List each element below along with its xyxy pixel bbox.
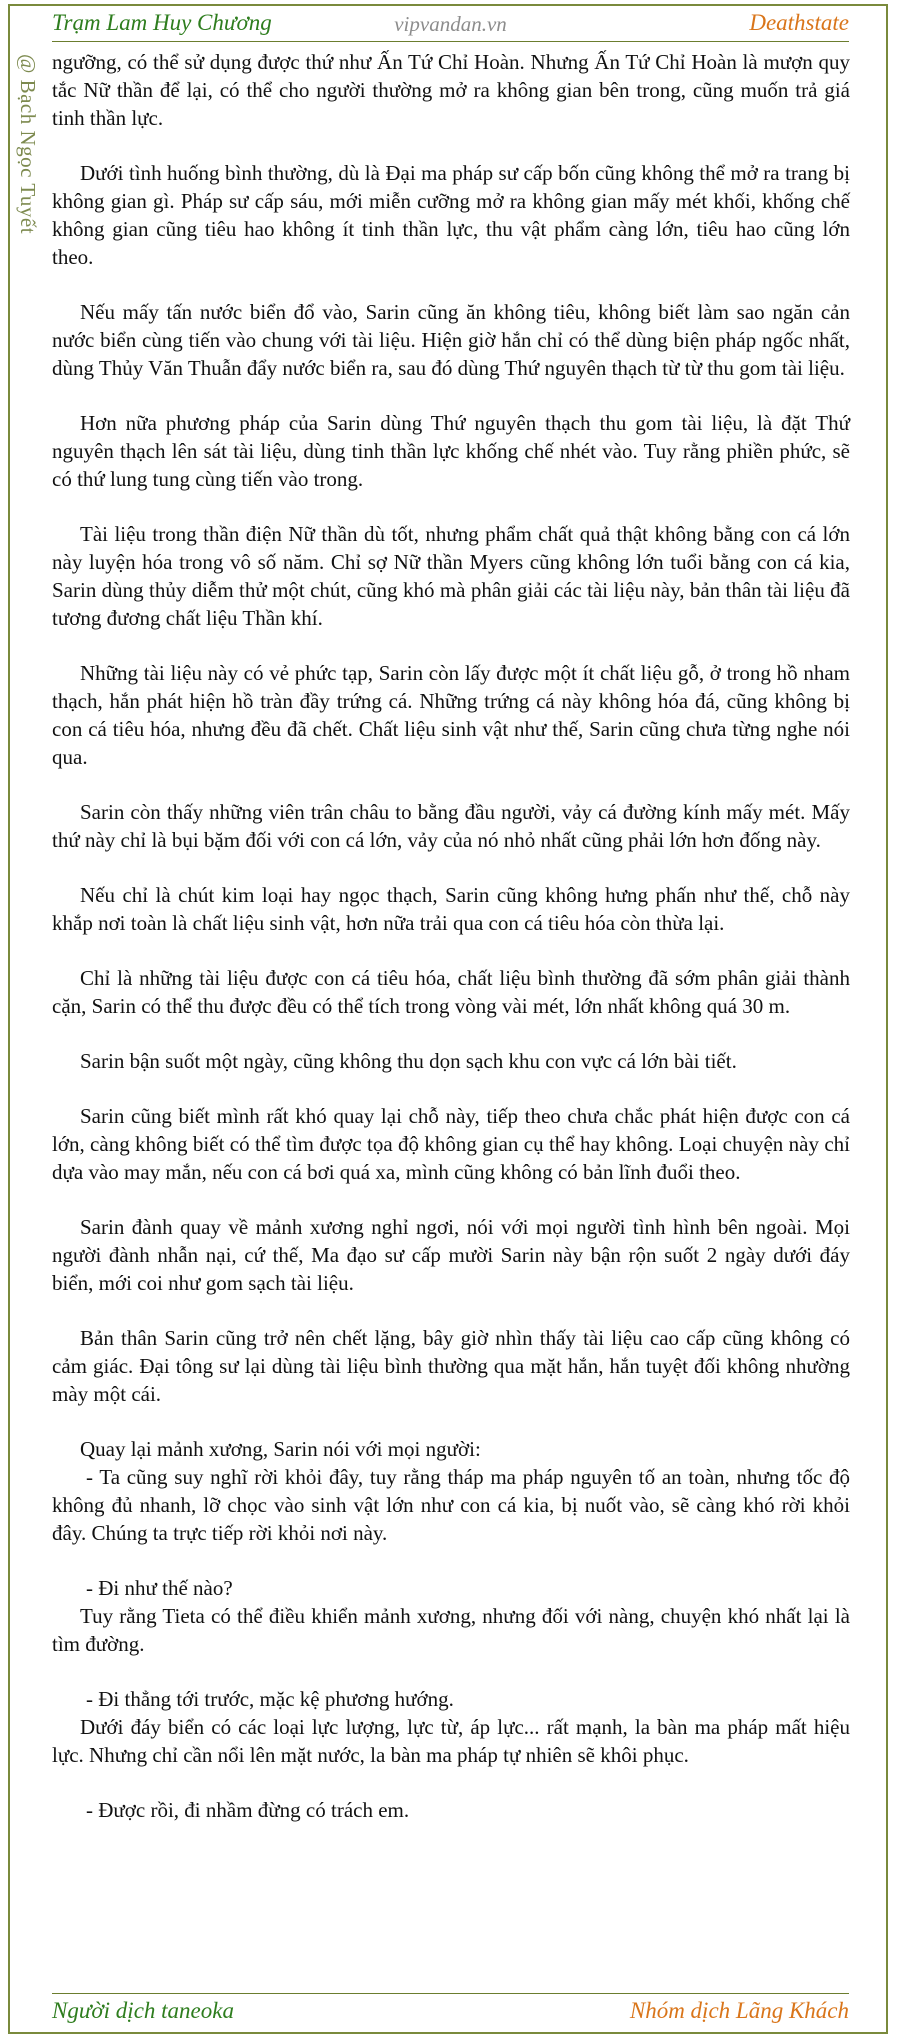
paragraph: Sarin cũng biết mình rất khó quay lại chỗ này, tiếp theo chưa chắc phát hiện được con cá lớn, càng không biết có thể tìm được tọa độ không gian cụ thể hay không. Loại chuyện này chỉ dựa vào may mắn, nếu con cá bơi quá xa, mình cũng không có bản lĩnh đuổi theo. — [52, 1104, 850, 1184]
dialogue-line: - Đi như thế nào? — [86, 1576, 233, 1600]
dialogue-line: Tuy rằng Tieta có thể điều khiển mảnh xương, nhưng đối với nàng, chuyện khó nhất lại là tìm đường. — [52, 1604, 850, 1656]
paragraph: Sarin còn thấy những viên trân châu to bằng đầu người, vảy cá đường kính mấy mét. Mấy thứ này chỉ là bụi bặm đối với con cá lớn, vảy của nó nhỏ nhất cũng phải lớn hơn đống này. — [52, 800, 850, 852]
paragraph: Nếu chỉ là chút kim loại hay ngọc thạch, Sarin cũng không hưng phấn như thế, chỗ này khắp nơi toàn là chất liệu sinh vật, hơn nữa trải qua con cá tiêu hóa còn thừa lại. — [52, 883, 850, 935]
footer-translator: Người dịch taneoka — [52, 1998, 234, 2023]
header-site-name: Trạm Lam Huy Chương — [52, 10, 272, 35]
dialogue-block — [52, 1796, 850, 1824]
header-url: vipvandan.vn — [394, 12, 507, 36]
dialogue-block — [52, 1435, 850, 1547]
page-footer — [52, 1993, 849, 2029]
side-watermark-label: @ Bạch Ngọc Tuyết — [16, 54, 40, 235]
paragraph: Những tài liệu này có vẻ phức tạp, Sarin còn lấy được một ít chất liệu gỗ, ở trong hồ nham thạch, hắn phát hiện hồ tràn đầy trứng cá. Những trứng cá này không hóa đá, cũng không bị con cá tiêu hóa, nhưng đều đã chết. Chất liệu sinh vật như thế, Sarin cũng chưa từng nghe nói qua. — [52, 661, 850, 769]
chapter-body — [52, 48, 850, 1851]
paragraph: Bản thân Sarin cũng trở nên chết lặng, bây giờ nhìn thấy tài liệu cao cấp cũng không có cảm giác. Đại tông sư lại dùng tài liệu bình thường qua mặt hắn, hắn tuyệt đối không nhường mày một cái. — [52, 1326, 850, 1406]
header-author: Deathstate — [749, 10, 849, 35]
paragraph: Chỉ là những tài liệu được con cá tiêu hóa, chất liệu bình thường đã sớm phân giải thành cặn, Sarin có thể thu được đều có thể tích trong vòng vài mét, lớn nhất không quá 30 m. — [52, 966, 850, 1018]
dialogue-block — [52, 1574, 850, 1658]
page-header — [52, 6, 849, 42]
paragraph: Sarin đành quay về mảnh xương nghỉ ngơi, nói với mọi người tình hình bên ngoài. Mọi người đành nhẫn nại, cứ thế, Ma đạo sư cấp mười Sarin này bận rộn suốt 2 ngày dưới đáy biển, mới coi như gom sạch tài liệu. — [52, 1215, 850, 1295]
paragraph: Tài liệu trong thần điện Nữ thần dù tốt, nhưng phẩm chất quả thật không bằng con cá lớn này luyện hóa trong vô số năm. Chỉ sợ Nữ thần Myers cũng không lớn tuổi bằng con cá kia, Sarin dùng thủy diễm thử một chút, cũng khó mà phân giải các tài liệu này, bản thân tài liệu đã tương đương chất liệu Thần khí. — [52, 522, 850, 630]
footer-group: Nhóm dịch Lãng Khách — [629, 1998, 849, 2023]
dialogue-line: Dưới đáy biển có các loại lực lượng, lực từ, áp lực... rất mạnh, la bàn ma pháp mất hiệu lực. Nhưng chỉ cần nổi lên mặt nước, la bàn ma pháp tự nhiên sẽ khôi phục. — [52, 1715, 850, 1767]
dialogue-line: - Đi thẳng tới trước, mặc kệ phương hướng. — [86, 1687, 454, 1711]
dialogue-line: - Được rồi, đi nhầm đừng có trách em. — [86, 1798, 410, 1822]
paragraph: Nếu mấy tấn nước biển đổ vào, Sarin cũng ăn không tiêu, không biết làm sao ngăn cản nước biển cùng tiến vào chung với tài liệu. Hiện giờ hắn chỉ có thể dùng biện pháp ngốc nhất, dùng Thủy Văn Thuẫn đẩy nước biển ra, sau đó dùng Thứ nguyên thạch từ từ thu gom tài liệu. — [52, 300, 850, 380]
paragraph: ngưỡng, có thể sử dụng được thứ như Ấn Tứ Chỉ Hoàn. Nhưng Ấn Tứ Chỉ Hoàn là mượn quy tắc Nữ thần để lại, có thể cho người thường mở ra không gian bên trong, cũng muốn trả giá tinh thần lực. — [52, 50, 850, 130]
paragraph: Sarin bận suốt một ngày, cũng không thu dọn sạch khu con vực cá lớn bài tiết. — [80, 1049, 737, 1073]
paragraph: Dưới tình huống bình thường, dù là Đại ma pháp sư cấp bốn cũng không thể mở ra trang bị không gian gì. Pháp sư cấp sáu, mới miễn cưỡng mở ra không gian mấy mét khối, khống chế không gian cũng tiêu hao không ít tinh thần lực, thu vật phẩm càng lớn, tiêu hao cũng lớn theo. — [52, 161, 850, 269]
paragraph: Hơn nữa phương pháp của Sarin dùng Thứ nguyên thạch thu gom tài liệu, là đặt Thứ nguyên thạch lên sát tài liệu, dùng tinh thần lực khống chế nhét vào. Tuy rằng phiền phức, sẽ có thứ lung tung cùng tiến vào trong. — [52, 411, 850, 491]
dialogue-line: Quay lại mảnh xương, Sarin nói với mọi người: — [80, 1437, 481, 1461]
dialogue-block — [52, 1685, 850, 1769]
dialogue-line: - Ta cũng suy nghĩ rời khỏi đây, tuy rằng tháp ma pháp nguyên tố an toàn, nhưng tốc độ không đủ nhanh, lỡ chọc vào sinh vật lớn như con cá kia, bị nuốt vào, sẽ càng khó rời khỏi đây. Chúng ta trực tiếp rời khỏi nơi này. — [52, 1465, 850, 1545]
